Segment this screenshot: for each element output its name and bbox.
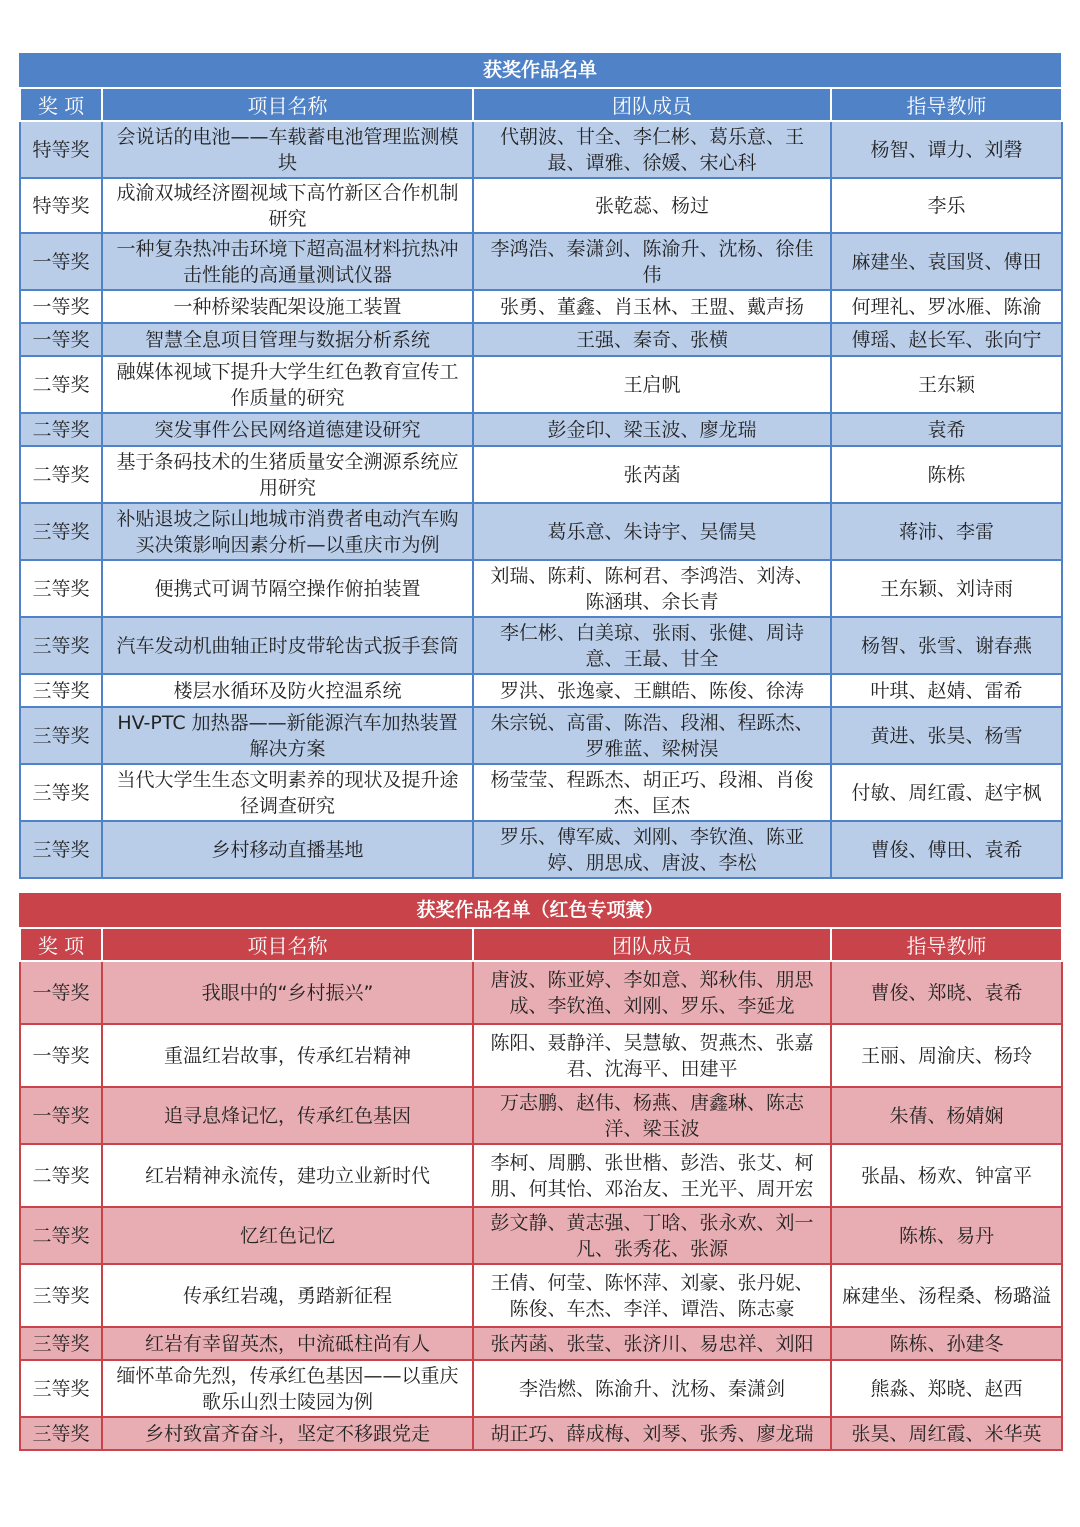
advisors-cell: 曹俊、郑晓、袁希 bbox=[831, 961, 1062, 1024]
members-cell: 朱宗锐、高雷、陈浩、段湘、程跞杰、罗雅蓝、梁树淏 bbox=[473, 707, 831, 764]
advisors-cell: 张晶、杨欢、钟富平 bbox=[831, 1144, 1062, 1207]
table-row bbox=[20, 707, 1062, 764]
table-row bbox=[20, 1207, 1062, 1264]
table-row bbox=[20, 233, 1062, 290]
header-advisors: 指导教师 bbox=[831, 88, 1062, 121]
table-row bbox=[20, 1264, 1062, 1327]
members-cell: 王强、秦奇、张横 bbox=[473, 323, 831, 356]
project-cell: 重温红岩故事，传承红岩精神 bbox=[102, 1024, 473, 1087]
members-cell: 陈阳、聂静洋、吴慧敏、贺燕杰、张嘉君、沈海平、田建平 bbox=[473, 1024, 831, 1087]
header-members: 团队成员 bbox=[473, 88, 831, 121]
members-cell: 唐波、陈亚婷、李如意、郑秋伟、朋思成、李钦渔、刘刚、罗乐、李延龙 bbox=[473, 961, 831, 1024]
table-title: 获奖作品名单（红色专项赛） bbox=[19, 893, 1061, 927]
table-row bbox=[20, 1144, 1062, 1207]
project-cell: 便携式可调节隔空操作俯拍装置 bbox=[102, 560, 473, 617]
awards-table bbox=[19, 927, 1063, 1451]
advisors-cell: 陈栋 bbox=[831, 446, 1062, 503]
prize-cell: 三等奖 bbox=[20, 764, 102, 821]
header-project: 项目名称 bbox=[102, 88, 473, 121]
awards-table-red bbox=[19, 893, 1061, 1451]
members-cell: 张芮菡、张莹、张济川、易忠祥、刘阳 bbox=[473, 1327, 831, 1360]
prize-cell: 特等奖 bbox=[20, 121, 102, 178]
prize-cell: 一等奖 bbox=[20, 233, 102, 290]
table-row bbox=[20, 764, 1062, 821]
advisors-cell: 杨智、张雪、谢春燕 bbox=[831, 617, 1062, 674]
prize-cell: 特等奖 bbox=[20, 178, 102, 233]
members-cell: 李柯、周鹏、张世楷、彭浩、张艾、柯朋、何其怡、邓治友、王光平、周开宏 bbox=[473, 1144, 831, 1207]
prize-cell: 三等奖 bbox=[20, 1264, 102, 1327]
advisors-cell: 傅瑶、赵长军、张向宁 bbox=[831, 323, 1062, 356]
project-cell: 智慧全息项目管理与数据分析系统 bbox=[102, 323, 473, 356]
advisors-cell: 黄进、张昊、杨雪 bbox=[831, 707, 1062, 764]
prize-cell: 三等奖 bbox=[20, 617, 102, 674]
project-cell: 红岩精神永流传，建功立业新时代 bbox=[102, 1144, 473, 1207]
prize-cell: 三等奖 bbox=[20, 1360, 102, 1417]
members-cell: 彭文静、黄志强、丁晗、张永欢、刘一凡、张秀花、张源 bbox=[473, 1207, 831, 1264]
advisors-cell: 付敏、周红霞、赵宇枫 bbox=[831, 764, 1062, 821]
prize-cell: 一等奖 bbox=[20, 290, 102, 323]
members-cell: 彭金印、梁玉波、廖龙瑞 bbox=[473, 413, 831, 446]
prize-cell: 三等奖 bbox=[20, 503, 102, 560]
project-cell: 楼层水循环及防火控温系统 bbox=[102, 674, 473, 707]
members-cell: 罗乐、傅军威、刘刚、李钦渔、陈亚婷、朋思成、唐波、李松 bbox=[473, 821, 831, 878]
advisors-cell: 杨智、谭力、刘磬 bbox=[831, 121, 1062, 178]
members-cell: 张勇、董鑫、肖玉林、王盟、戴声扬 bbox=[473, 290, 831, 323]
members-cell: 葛乐意、朱诗宇、吴儒昊 bbox=[473, 503, 831, 560]
awards-table-main bbox=[19, 53, 1061, 879]
table-row bbox=[20, 290, 1062, 323]
table-header-row bbox=[20, 928, 1062, 961]
table-row bbox=[20, 1327, 1062, 1360]
advisors-cell: 叶琪、赵婧、雷希 bbox=[831, 674, 1062, 707]
table-row bbox=[20, 446, 1062, 503]
project-cell: 追寻息烽记忆，传承红色基因 bbox=[102, 1087, 473, 1144]
prize-cell: 三等奖 bbox=[20, 674, 102, 707]
header-award: 奖 项 bbox=[20, 88, 102, 121]
project-cell: 我眼中的“乡村振兴” bbox=[102, 961, 473, 1024]
advisors-cell: 曹俊、傅田、袁希 bbox=[831, 821, 1062, 878]
members-cell: 李仁彬、白美琼、张雨、张健、周诗意、王最、甘全 bbox=[473, 617, 831, 674]
advisors-cell: 袁希 bbox=[831, 413, 1062, 446]
table-row bbox=[20, 560, 1062, 617]
prize-cell: 三等奖 bbox=[20, 707, 102, 764]
prize-cell: 二等奖 bbox=[20, 1144, 102, 1207]
prize-cell: 一等奖 bbox=[20, 1087, 102, 1144]
table-row bbox=[20, 323, 1062, 356]
header-award: 奖 项 bbox=[20, 928, 102, 961]
project-cell: 补贴退坡之际山地城市消费者电动汽车购买决策影响因素分析—以重庆市为例 bbox=[102, 503, 473, 560]
advisors-cell: 蒋沛、李雷 bbox=[831, 503, 1062, 560]
advisors-cell: 陈栋、易丹 bbox=[831, 1207, 1062, 1264]
advisors-cell: 麻建坐、汤程桑、杨璐溢 bbox=[831, 1264, 1062, 1327]
table-row bbox=[20, 674, 1062, 707]
prize-cell: 三等奖 bbox=[20, 560, 102, 617]
advisors-cell: 王东颖 bbox=[831, 356, 1062, 413]
prize-cell: 二等奖 bbox=[20, 1207, 102, 1264]
project-cell: HV-PTC 加热器——新能源汽车加热装置解决方案 bbox=[102, 707, 473, 764]
table-row bbox=[20, 1417, 1062, 1450]
members-cell: 李鸿浩、秦潇剑、陈渝升、沈杨、徐佳伟 bbox=[473, 233, 831, 290]
table-row bbox=[20, 121, 1062, 178]
project-cell: 突发事件公民网络道德建设研究 bbox=[102, 413, 473, 446]
header-project: 项目名称 bbox=[102, 928, 473, 961]
members-cell: 张芮菡 bbox=[473, 446, 831, 503]
project-cell: 红岩有幸留英杰，中流砥柱尚有人 bbox=[102, 1327, 473, 1360]
table-row bbox=[20, 413, 1062, 446]
members-cell: 王启帆 bbox=[473, 356, 831, 413]
table-row bbox=[20, 178, 1062, 233]
table-row bbox=[20, 617, 1062, 674]
project-cell: 汽车发动机曲轴正时皮带轮齿式扳手套筒 bbox=[102, 617, 473, 674]
project-cell: 成渝双城经济圈视域下高竹新区合作机制研究 bbox=[102, 178, 473, 233]
project-cell: 乡村致富齐奋斗，坚定不移跟党走 bbox=[102, 1417, 473, 1450]
members-cell: 杨莹莹、程跞杰、胡正巧、段湘、肖俊杰、匡杰 bbox=[473, 764, 831, 821]
project-cell: 当代大学生生态文明素养的现状及提升途径调查研究 bbox=[102, 764, 473, 821]
prize-cell: 三等奖 bbox=[20, 1327, 102, 1360]
members-cell: 万志鹏、赵伟、杨燕、唐鑫琳、陈志洋、梁玉波 bbox=[473, 1087, 831, 1144]
table-title: 获奖作品名单 bbox=[19, 53, 1061, 87]
project-cell: 缅怀革命先烈，传承红色基因——以重庆歌乐山烈士陵园为例 bbox=[102, 1360, 473, 1417]
prize-cell: 一等奖 bbox=[20, 961, 102, 1024]
header-advisors: 指导教师 bbox=[831, 928, 1062, 961]
table-row bbox=[20, 503, 1062, 560]
advisors-cell: 朱蒨、杨婧娴 bbox=[831, 1087, 1062, 1144]
table-row bbox=[20, 1360, 1062, 1417]
advisors-cell: 王丽、周渝庆、杨玲 bbox=[831, 1024, 1062, 1087]
table-row bbox=[20, 961, 1062, 1024]
prize-cell: 三等奖 bbox=[20, 1417, 102, 1450]
table-row bbox=[20, 356, 1062, 413]
members-cell: 王倩、何莹、陈怀萍、刘豪、张丹妮、陈俊、车杰、李洋、谭浩、陈志豪 bbox=[473, 1264, 831, 1327]
table-row bbox=[20, 1087, 1062, 1144]
table-row bbox=[20, 1024, 1062, 1087]
members-cell: 代朝波、甘全、李仁彬、葛乐意、王最、谭雅、徐媛、宋心科 bbox=[473, 121, 831, 178]
project-cell: 乡村移动直播基地 bbox=[102, 821, 473, 878]
project-cell: 忆红色记忆 bbox=[102, 1207, 473, 1264]
prize-cell: 二等奖 bbox=[20, 413, 102, 446]
prize-cell: 三等奖 bbox=[20, 821, 102, 878]
awards-table bbox=[19, 87, 1063, 879]
advisors-cell: 王东颖、刘诗雨 bbox=[831, 560, 1062, 617]
members-cell: 李浩燃、陈渝升、沈杨、秦潇剑 bbox=[473, 1360, 831, 1417]
table-row bbox=[20, 821, 1062, 878]
members-cell: 张乾蕊、杨过 bbox=[473, 178, 831, 233]
prize-cell: 二等奖 bbox=[20, 446, 102, 503]
prize-cell: 二等奖 bbox=[20, 356, 102, 413]
project-cell: 会说话的电池——车载蓄电池管理监测模块 bbox=[102, 121, 473, 178]
table-header-row bbox=[20, 88, 1062, 121]
advisors-cell: 麻建坐、袁国贤、傅田 bbox=[831, 233, 1062, 290]
prize-cell: 一等奖 bbox=[20, 323, 102, 356]
members-cell: 胡正巧、薛成梅、刘琴、张秀、廖龙瑞 bbox=[473, 1417, 831, 1450]
members-cell: 罗洪、张逸豪、王麒皓、陈俊、徐涛 bbox=[473, 674, 831, 707]
project-cell: 一种复杂热冲击环境下超高温材料抗热冲击性能的高通量测试仪器 bbox=[102, 233, 473, 290]
advisors-cell: 张昊、周红霞、米华英 bbox=[831, 1417, 1062, 1450]
advisors-cell: 熊淼、郑晓、赵西 bbox=[831, 1360, 1062, 1417]
project-cell: 传承红岩魂，勇踏新征程 bbox=[102, 1264, 473, 1327]
advisors-cell: 陈栋、孙建冬 bbox=[831, 1327, 1062, 1360]
project-cell: 基于条码技术的生猪质量安全溯源系统应用研究 bbox=[102, 446, 473, 503]
prize-cell: 一等奖 bbox=[20, 1024, 102, 1087]
advisors-cell: 何理礼、罗冰雁、陈渝 bbox=[831, 290, 1062, 323]
project-cell: 一种桥梁装配架设施工装置 bbox=[102, 290, 473, 323]
members-cell: 刘瑞、陈莉、陈柯君、李鸿浩、刘涛、陈涵琪、余长青 bbox=[473, 560, 831, 617]
header-members: 团队成员 bbox=[473, 928, 831, 961]
project-cell: 融媒体视域下提升大学生红色教育宣传工作质量的研究 bbox=[102, 356, 473, 413]
advisors-cell: 李乐 bbox=[831, 178, 1062, 233]
